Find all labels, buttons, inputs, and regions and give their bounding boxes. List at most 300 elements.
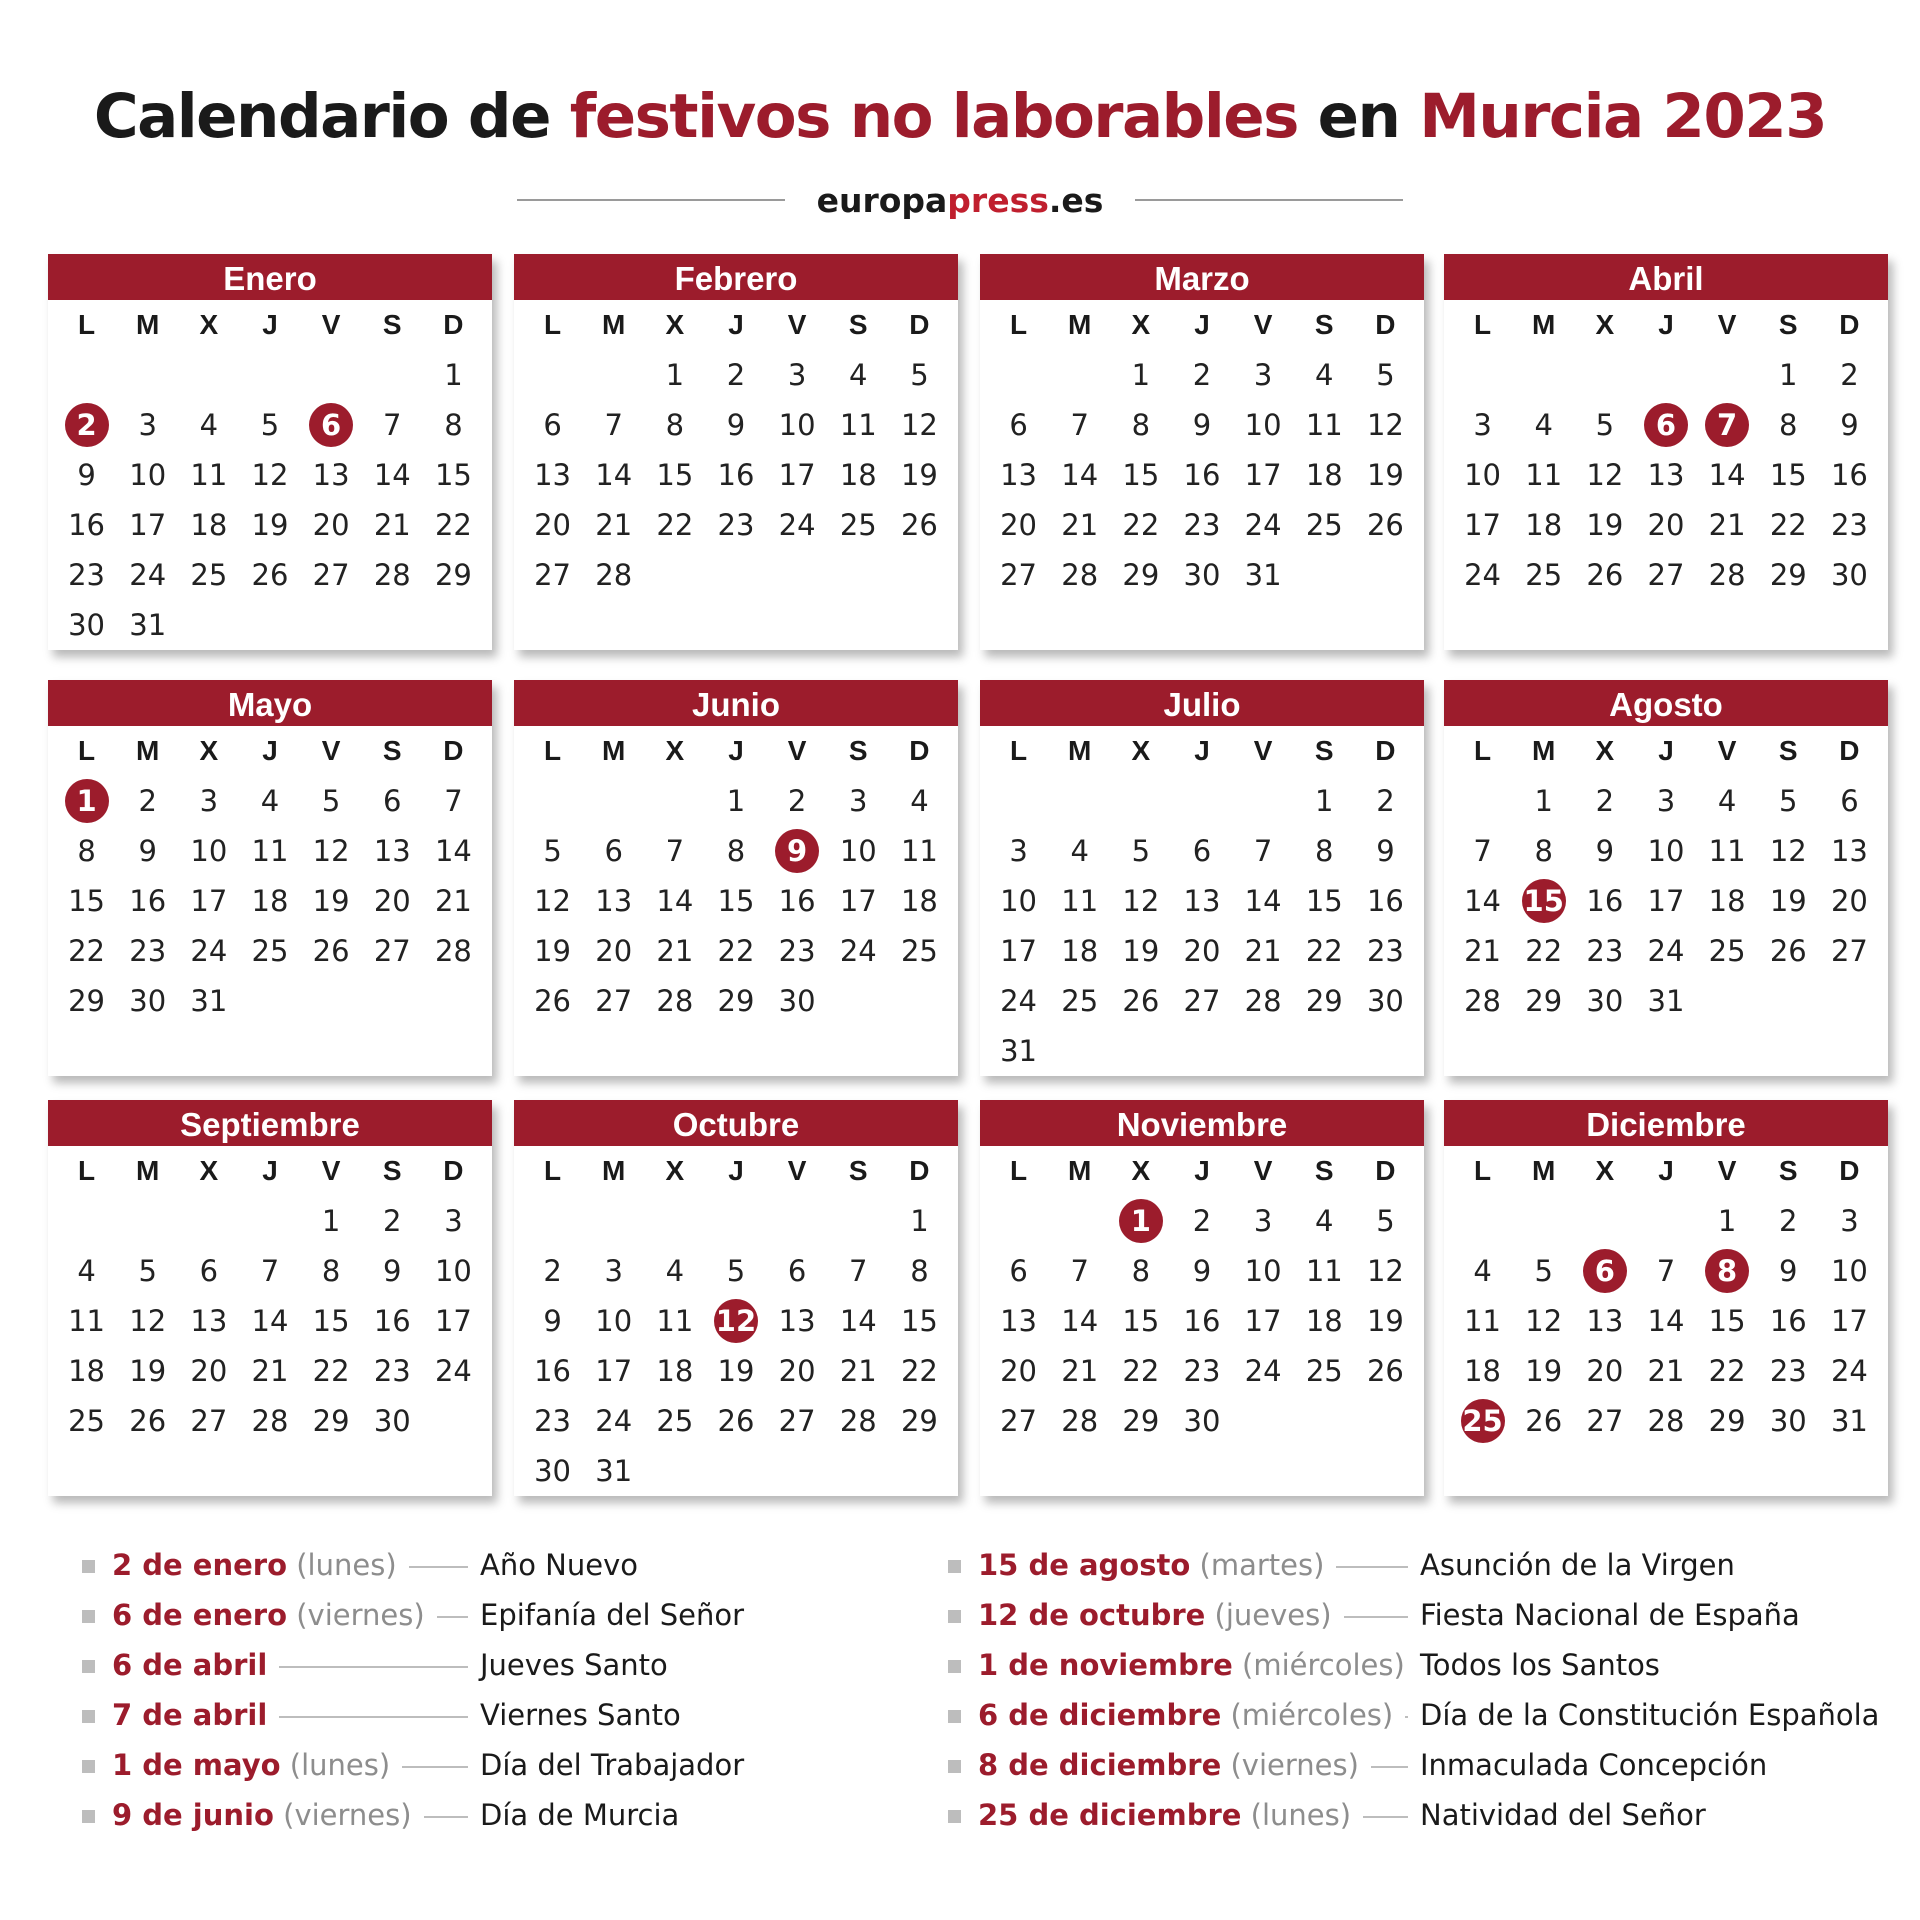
day-number: 26 (312, 934, 350, 968)
weekday-header: S (1314, 309, 1334, 340)
day-number: 30 (1183, 558, 1221, 592)
calendar-day (178, 550, 239, 600)
month-card-mayo (48, 680, 492, 1076)
legend-weekday: (lunes) (289, 1748, 391, 1782)
calendar-day (1355, 876, 1416, 926)
weekday-header: S (382, 1155, 402, 1186)
bullet-icon (82, 1810, 95, 1823)
calendar-day (828, 500, 889, 550)
day-number: 11 (1464, 1304, 1502, 1338)
calendar-day (988, 826, 1049, 876)
day-number: 24 (1244, 508, 1282, 542)
weekday-header: V (1717, 735, 1737, 766)
day-number: 9 (77, 458, 96, 492)
weekday-header: M (1532, 735, 1556, 766)
calendar-day (301, 1296, 362, 1346)
calendar-day (1697, 926, 1758, 976)
calendar-day (1574, 926, 1635, 976)
holiday-day (1110, 1196, 1171, 1246)
calendar-day (583, 826, 644, 876)
calendar-day (767, 450, 828, 500)
calendar-day (767, 1246, 828, 1296)
month-card-febrero (514, 254, 958, 650)
calendar-day (828, 350, 889, 400)
day-number: 19 (1769, 884, 1807, 918)
weekday-header: X (199, 309, 219, 340)
day-number: 23 (68, 558, 106, 592)
calendar-day (423, 1196, 484, 1246)
calendar-day (117, 1246, 178, 1296)
calendar-day (362, 500, 423, 550)
legend-item (82, 1690, 982, 1740)
day-number: 21 (1244, 934, 1282, 968)
legend-weekday: (viernes) (283, 1798, 412, 1832)
calendar-day (522, 876, 583, 926)
calendar-day (239, 876, 300, 926)
legend-date-text: 6 de enero (112, 1598, 288, 1632)
weekday-header: X (199, 1155, 219, 1186)
calendar-day (828, 1346, 889, 1396)
calendar-day (239, 1246, 300, 1296)
calendar-day (239, 1396, 300, 1446)
legend-date-text: 7 de abril (112, 1698, 268, 1732)
calendar-day (1452, 500, 1513, 550)
calendar-day (1635, 500, 1696, 550)
day-number: 21 (1708, 508, 1746, 542)
day-number: 24 (434, 1354, 472, 1388)
day-number: 25 (68, 1404, 106, 1438)
calendar-day (178, 1246, 239, 1296)
day-number: 4 (1315, 358, 1334, 392)
day-number: 16 (1586, 884, 1624, 918)
day-number: 16 (1183, 458, 1221, 492)
empty-day-cell (1452, 350, 1513, 400)
calendar-day (1635, 976, 1696, 1026)
day-number: 27 (595, 984, 633, 1018)
day-number: 22 (1122, 508, 1160, 542)
calendar-day (1233, 876, 1294, 926)
holiday-marker: 6 (1583, 1249, 1627, 1293)
calendar-day (1574, 450, 1635, 500)
calendar-day (988, 876, 1049, 926)
legend-weekday: (viernes) (296, 1598, 425, 1632)
month-card-junio (514, 680, 958, 1076)
weekday-header: J (728, 735, 744, 766)
calendar-day (889, 450, 950, 500)
calendar-day (1233, 550, 1294, 600)
calendar-day (301, 1246, 362, 1296)
calendar-day (889, 876, 950, 926)
calendar-day (1574, 1346, 1635, 1396)
day-number: 26 (1366, 508, 1404, 542)
empty-day-cell (1513, 350, 1574, 400)
day-number: 26 (1769, 934, 1807, 968)
weekday-header: M (1068, 1155, 1092, 1186)
legend-holiday-name: Jueves Santo (480, 1648, 668, 1682)
day-number: 15 (1305, 884, 1343, 918)
empty-day-cell (1049, 776, 1110, 826)
weekday-header: V (1253, 1155, 1273, 1186)
calendar-day (1819, 1246, 1880, 1296)
month-card-agosto (1444, 680, 1888, 1076)
day-number: 25 (839, 508, 877, 542)
calendar-day (178, 450, 239, 500)
calendar-day (1171, 876, 1232, 926)
day-number: 28 (595, 558, 633, 592)
day-number: 10 (190, 834, 228, 868)
calendar-day (828, 1246, 889, 1296)
calendar-day (1355, 500, 1416, 550)
day-number: 9 (383, 1254, 402, 1288)
calendar-day (988, 976, 1049, 1026)
day-number: 9 (1376, 834, 1395, 868)
calendar-day (1049, 450, 1110, 500)
calendar-day (117, 1346, 178, 1396)
day-number: 12 (1586, 458, 1624, 492)
day-number: 22 (717, 934, 755, 968)
calendar-day (1294, 450, 1355, 500)
calendar-day (583, 500, 644, 550)
day-number: 21 (595, 508, 633, 542)
calendar-day (1233, 400, 1294, 450)
day-number: 20 (1830, 884, 1868, 918)
weekday-header: S (1314, 735, 1334, 766)
calendar-day (583, 1346, 644, 1396)
calendar-day (1355, 826, 1416, 876)
calendar-day (988, 450, 1049, 500)
empty-day-cell (178, 350, 239, 400)
empty-day-cell (1513, 1196, 1574, 1246)
legend-connector-line (409, 1566, 468, 1568)
bullet-icon (82, 1710, 95, 1723)
day-number: 3 (1253, 1204, 1273, 1238)
calendar-day (1355, 1346, 1416, 1396)
calendar-day (178, 1296, 239, 1346)
day-number: 19 (251, 508, 289, 542)
empty-day-cell (56, 1196, 117, 1246)
legend-item (82, 1790, 982, 1840)
day-number: 5 (726, 1254, 746, 1288)
day-number: 10 (778, 408, 816, 442)
day-number: 30 (1586, 984, 1624, 1018)
weekday-header: L (1010, 735, 1028, 766)
day-number: 31 (1830, 1404, 1868, 1438)
calendar-day (362, 400, 423, 450)
weekday-header: S (1778, 309, 1798, 340)
day-number: 21 (373, 508, 411, 542)
calendar-day (988, 500, 1049, 550)
calendar-day (1355, 1196, 1416, 1246)
calendar-day (1758, 500, 1819, 550)
calendar-day (583, 450, 644, 500)
calendar-day (1294, 776, 1355, 826)
calendar-day (1574, 500, 1635, 550)
calendar-day (301, 776, 362, 826)
weekday-header: J (1658, 309, 1674, 340)
day-number: 13 (1647, 458, 1685, 492)
calendar-day (767, 776, 828, 826)
day-number: 8 (726, 834, 746, 868)
calendar-day (1758, 400, 1819, 450)
empty-day-cell (522, 776, 583, 826)
day-number: 7 (444, 784, 463, 818)
calendar-day (1635, 1296, 1696, 1346)
weekday-header: V (787, 735, 807, 766)
day-number: 6 (604, 834, 623, 868)
day-number: 11 (1305, 408, 1343, 442)
calendar-day (522, 826, 583, 876)
calendar-day (1758, 1346, 1819, 1396)
calendar-day (1233, 1196, 1294, 1246)
calendar-day (1819, 776, 1880, 826)
day-number: 18 (1464, 1354, 1502, 1388)
day-number: 18 (1061, 934, 1099, 968)
day-number: 3 (444, 1204, 463, 1238)
day-number: 24 (1000, 984, 1038, 1018)
month-days-grid (514, 300, 958, 600)
calendar-day (583, 1396, 644, 1446)
calendar-day (1355, 350, 1416, 400)
empty-day-cell (1171, 776, 1232, 826)
calendar-day (1233, 1246, 1294, 1296)
calendar-day (1049, 400, 1110, 450)
day-number: 25 (656, 1404, 694, 1438)
day-number: 30 (534, 1454, 572, 1488)
calendar-day (1171, 976, 1232, 1026)
calendar-day (644, 1346, 705, 1396)
calendar-day (239, 926, 300, 976)
month-days-grid (514, 726, 958, 1026)
calendar-day (1635, 550, 1696, 600)
day-number: 25 (1305, 508, 1343, 542)
day-number: 26 (1366, 1354, 1404, 1388)
holiday-marker: 25 (1461, 1399, 1505, 1443)
calendar-day (1758, 450, 1819, 500)
day-number: 3 (1473, 408, 1492, 442)
legend-connector-line (1336, 1566, 1408, 1568)
calendar-day (1355, 976, 1416, 1026)
day-number: 15 (1122, 458, 1160, 492)
calendar-day (1574, 876, 1635, 926)
legend-item (82, 1590, 982, 1640)
day-number: 25 (1305, 1354, 1343, 1388)
calendar-day (1049, 1246, 1110, 1296)
day-number: 17 (1244, 1304, 1282, 1338)
day-number: 8 (1315, 834, 1334, 868)
day-number: 13 (1830, 834, 1868, 868)
day-number: 6 (1009, 1254, 1028, 1288)
calendar-day (1355, 1246, 1416, 1296)
day-number: 14 (839, 1304, 877, 1338)
calendar-day (767, 400, 828, 450)
empty-day-cell (117, 1196, 178, 1246)
weekday-header: M (136, 309, 160, 340)
day-number: 5 (260, 408, 280, 442)
day-number: 31 (1000, 1034, 1038, 1068)
weekday-header: V (1717, 1155, 1737, 1186)
calendar-day (828, 450, 889, 500)
calendar-day (117, 500, 178, 550)
day-number: 23 (1366, 934, 1404, 968)
day-number: 17 (1000, 934, 1038, 968)
calendar-day (583, 550, 644, 600)
calendar-day (423, 776, 484, 826)
day-number: 7 (1070, 1254, 1089, 1288)
empty-day-cell (705, 1196, 766, 1246)
day-number: 23 (1183, 508, 1221, 542)
legend-item (82, 1640, 982, 1690)
day-number: 23 (534, 1404, 572, 1438)
calendar-day (1233, 350, 1294, 400)
legend-date-text: 12 de octubre (978, 1598, 1206, 1632)
calendar-day (1513, 1246, 1574, 1296)
weekday-header: M (1532, 309, 1556, 340)
calendar-day (988, 926, 1049, 976)
day-number: 25 (190, 558, 228, 592)
calendar-day (583, 1246, 644, 1296)
calendar-day (1110, 500, 1171, 550)
calendar-day (1819, 550, 1880, 600)
holiday-marker: 7 (1705, 403, 1749, 447)
calendar-day (1452, 1296, 1513, 1346)
day-number: 11 (900, 834, 938, 868)
calendar-day (56, 976, 117, 1026)
empty-day-cell (1110, 776, 1171, 826)
day-number: 6 (1192, 834, 1212, 868)
month-days-grid (980, 1146, 1424, 1446)
calendar-day (423, 1296, 484, 1346)
day-number: 30 (129, 984, 167, 1018)
weekday-header: S (1778, 735, 1798, 766)
day-number: 5 (543, 834, 562, 868)
calendar-day (828, 1296, 889, 1346)
calendar-day (644, 976, 705, 1026)
holiday-day (1574, 1246, 1635, 1296)
empty-day-cell (1233, 776, 1294, 826)
legend-holiday-name: Inmaculada Concepción (1420, 1748, 1768, 1782)
title-part-4: Murcia 2023 (1419, 81, 1827, 152)
calendar-day (1294, 1346, 1355, 1396)
day-number: 24 (1830, 1354, 1868, 1388)
day-number: 29 (717, 984, 755, 1018)
day-number: 1 (1131, 358, 1151, 392)
calendar-day (56, 826, 117, 876)
legend-item (82, 1740, 982, 1790)
weekday-header: M (1532, 1155, 1556, 1186)
calendar-day (988, 1346, 1049, 1396)
calendar-day (1819, 826, 1880, 876)
calendar-day (1294, 1196, 1355, 1246)
day-number: 23 (717, 508, 755, 542)
legend-date (978, 1690, 1393, 1740)
calendar-day (583, 1296, 644, 1346)
day-number: 14 (1708, 458, 1746, 492)
calendar-day (1758, 926, 1819, 976)
calendar-day (1635, 1346, 1696, 1396)
calendar-day (1233, 500, 1294, 550)
day-number: 22 (434, 508, 472, 542)
day-number: 19 (534, 934, 572, 968)
calendar-day (117, 600, 178, 650)
empty-day-cell (1574, 350, 1635, 400)
day-number: 4 (849, 358, 868, 392)
calendar-day (1635, 1396, 1696, 1446)
calendar-day (1819, 400, 1880, 450)
day-number: 2 (1779, 1204, 1798, 1238)
calendar-day (56, 1396, 117, 1446)
weekday-header: S (848, 309, 868, 340)
legend-connector-line (279, 1716, 468, 1718)
day-number: 1 (1534, 784, 1553, 818)
day-number: 4 (199, 408, 219, 442)
calendar-day (178, 1396, 239, 1446)
calendar-day (1697, 1346, 1758, 1396)
day-number: 24 (190, 934, 228, 968)
calendar-day (644, 1296, 705, 1346)
legend-weekday: (lunes) (296, 1548, 397, 1582)
calendar-day (1110, 450, 1171, 500)
month-header: Junio (514, 680, 958, 726)
day-number: 26 (251, 558, 289, 592)
day-number: 13 (1183, 884, 1221, 918)
calendar-day (1635, 826, 1696, 876)
calendar-day (1049, 550, 1110, 600)
day-number: 16 (1769, 1304, 1807, 1338)
calendar-day (1233, 450, 1294, 500)
calendar-day (423, 500, 484, 550)
day-number: 5 (1376, 1204, 1395, 1238)
calendar-day (117, 976, 178, 1026)
calendar-day (705, 400, 766, 450)
day-number: 25 (1061, 984, 1099, 1018)
day-number: 8 (444, 408, 463, 442)
day-number: 5 (1779, 784, 1798, 818)
empty-day-cell (1452, 776, 1513, 826)
calendar-day (583, 1446, 644, 1496)
calendar-day (56, 600, 117, 650)
day-number: 13 (595, 884, 633, 918)
calendar-day (301, 1396, 362, 1446)
empty-day-cell (117, 350, 178, 400)
day-number: 1 (726, 784, 746, 818)
calendar-day (705, 976, 766, 1026)
day-number: 19 (312, 884, 350, 918)
day-number: 19 (900, 458, 938, 492)
day-number: 4 (260, 784, 280, 818)
day-number: 8 (321, 1254, 341, 1288)
calendar-day (1233, 826, 1294, 876)
source-accent: press (947, 180, 1049, 220)
day-number: 31 (190, 984, 228, 1018)
calendar-day (178, 1346, 239, 1396)
day-number: 28 (656, 984, 694, 1018)
day-number: 31 (1647, 984, 1685, 1018)
day-number: 15 (1122, 1304, 1160, 1338)
day-number: 20 (373, 884, 411, 918)
holiday-legend-left (82, 1540, 982, 1840)
day-number: 15 (900, 1304, 938, 1338)
day-number: 11 (251, 834, 289, 868)
weekday-header: S (1314, 1155, 1334, 1186)
calendar-day (178, 926, 239, 976)
empty-day-cell (583, 776, 644, 826)
weekday-header: J (1658, 1155, 1674, 1186)
calendar-day (301, 500, 362, 550)
legend-holiday-name: Fiesta Nacional de España (1420, 1598, 1800, 1632)
month-card-enero (48, 254, 492, 650)
calendar-day (1513, 400, 1574, 450)
calendar-day (1758, 350, 1819, 400)
